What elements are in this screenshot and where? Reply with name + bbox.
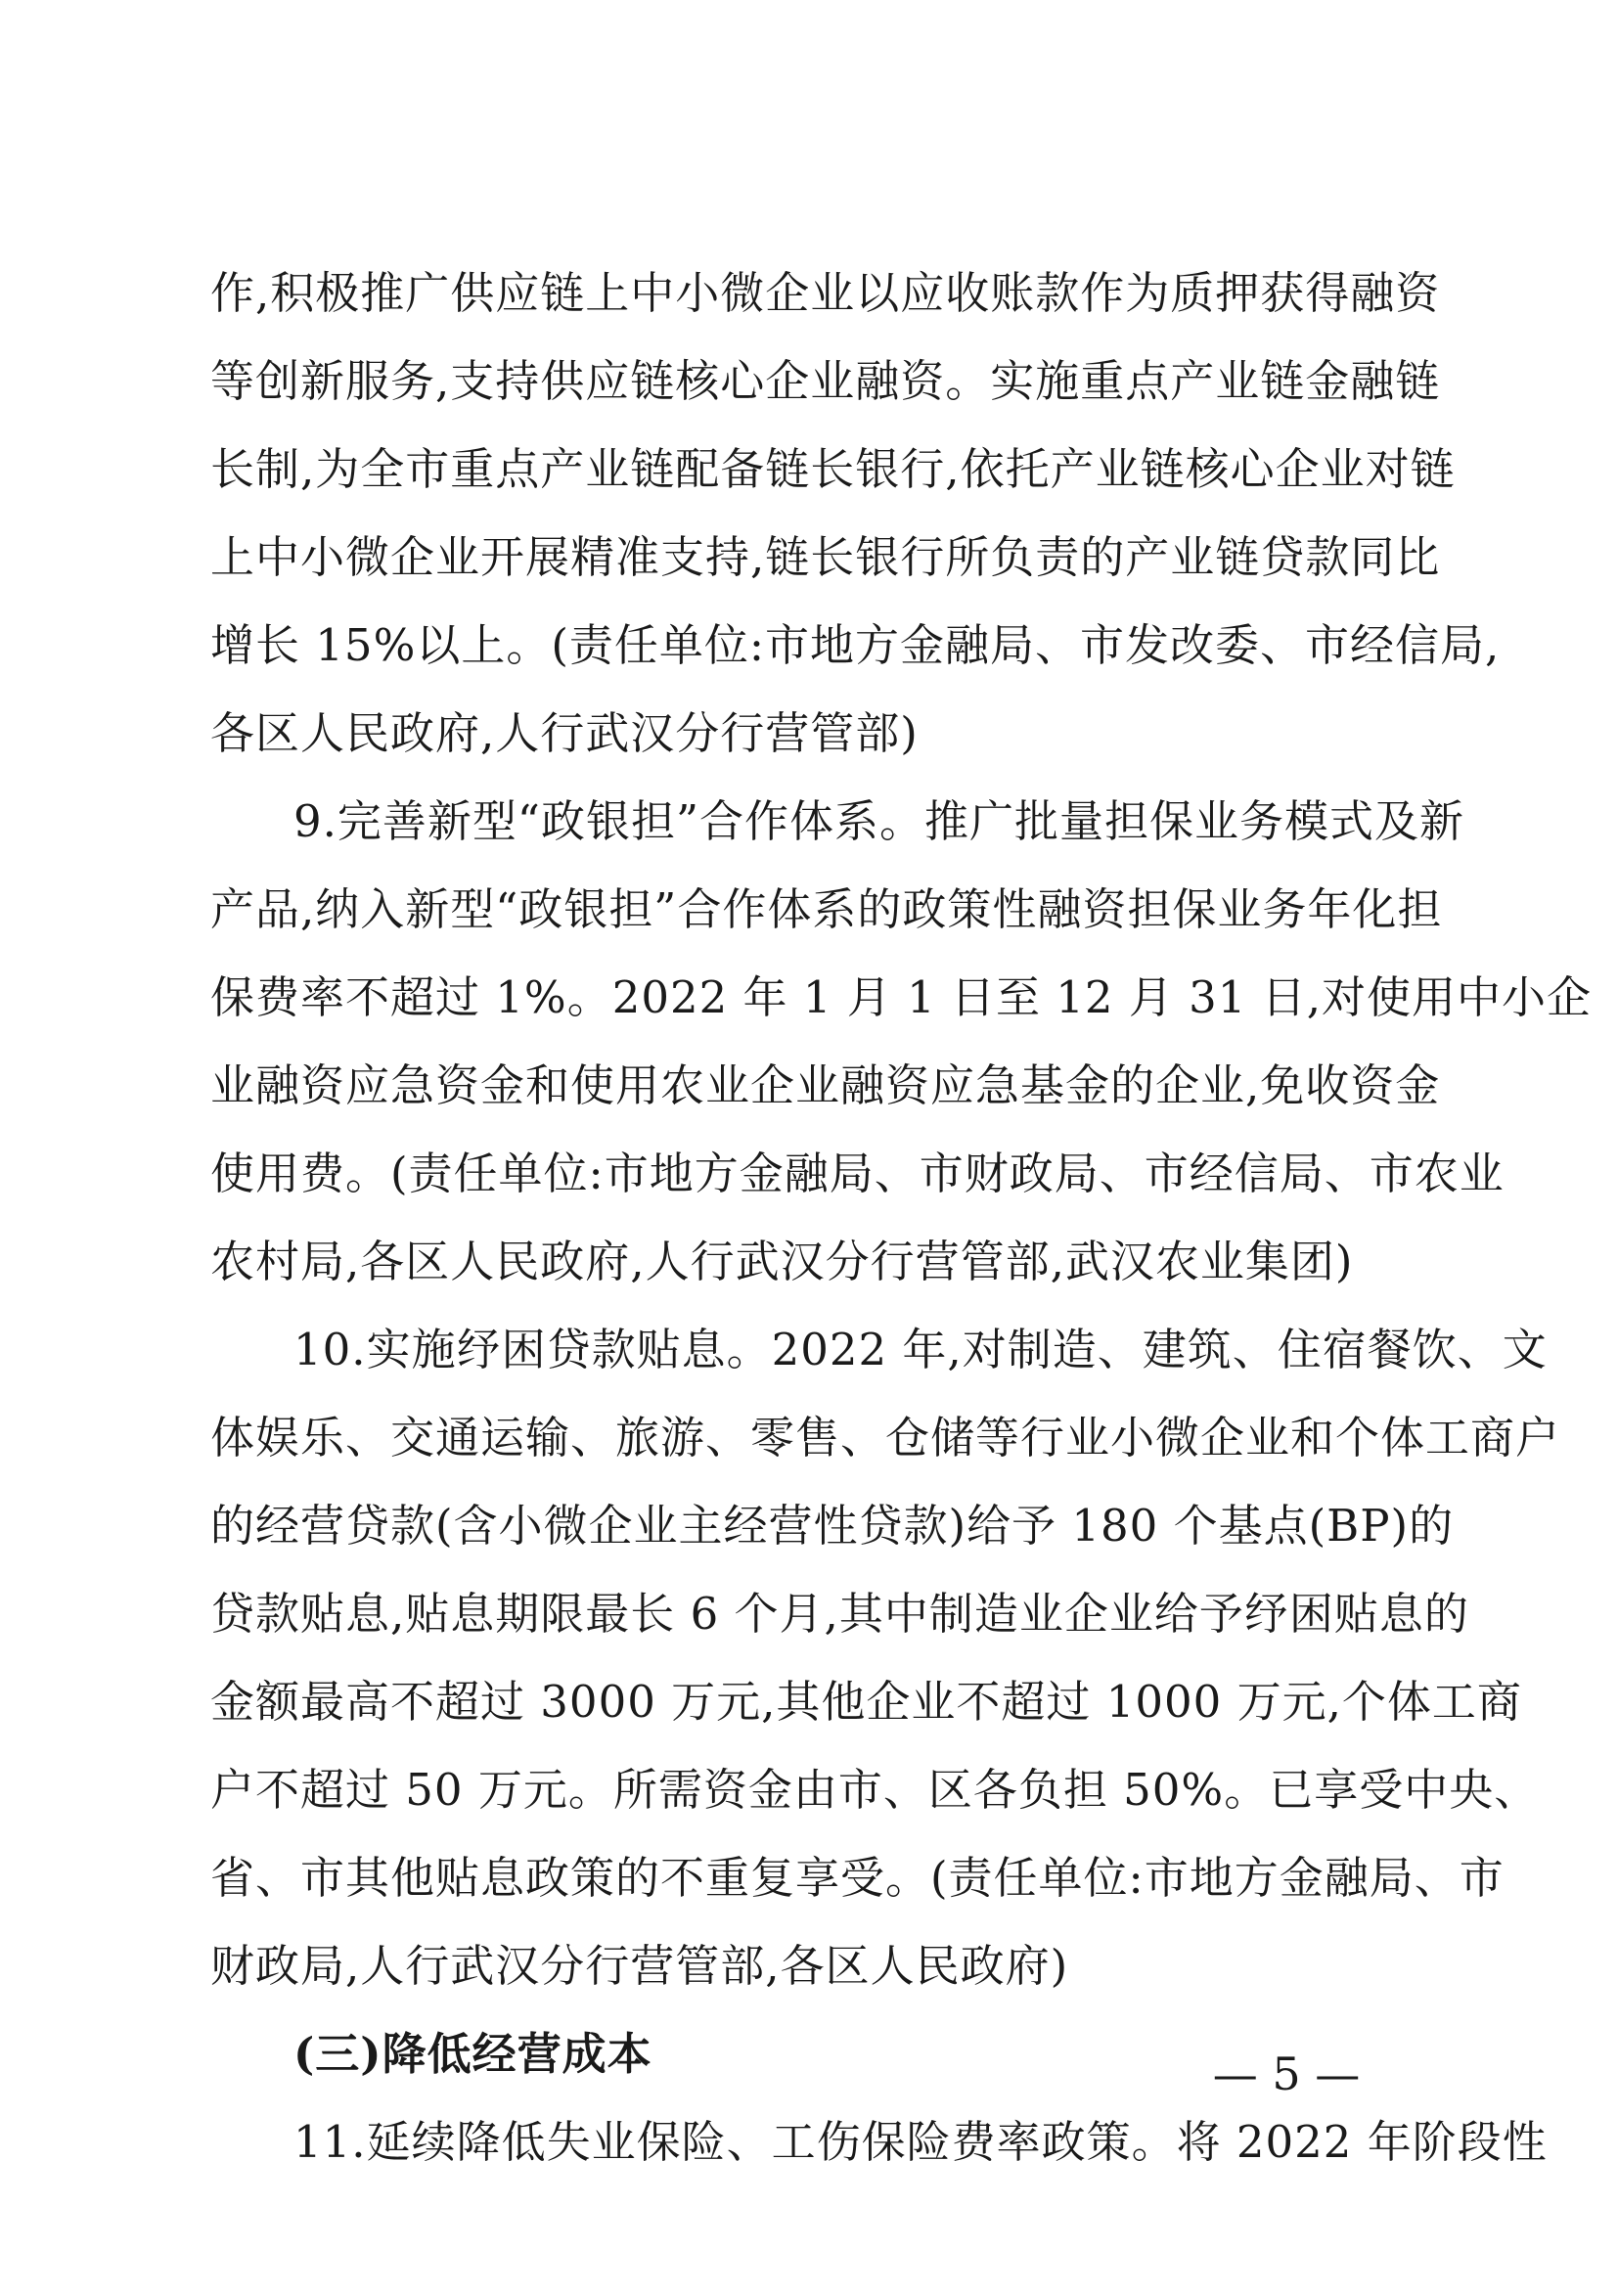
- text-line: 等创新服务,支持供应链核心企业融资。实施重点产业链金融链: [210, 355, 1441, 407]
- text-line: 财政局,人行武汉分行营管部,各区人民政府): [210, 1940, 1069, 1992]
- text-line: 省、市其他贴息政策的不重复享受。(责任单位:市地方金融局、市: [210, 1852, 1505, 1904]
- text-line: 贷款贴息,贴息期限最长 6 个月,其中制造业企业给予纾困贴息的: [210, 1588, 1469, 1640]
- text-line: 增长 15%以上。(责任单位:市地方金融局、市发改委、市经信局,: [210, 619, 1501, 671]
- item-9-heading-line: 9.完善新型“政银担”合作体系。推广批量担保业务模式及新: [293, 795, 1464, 847]
- section-heading: (三)降低经营成本: [293, 2028, 652, 2080]
- body-text: [210, 249, 1593, 2186]
- text-line: 业融资应急资金和使用农业企业融资应急基金的企业,免收资金: [210, 1059, 1441, 1111]
- text-line: 体娱乐、交通运输、旅游、零售、仓储等行业小微企业和个体工商户: [210, 1412, 1561, 1463]
- text-line: 金额最高不超过 3000 万元,其他企业不超过 1000 万元,个体工商: [210, 1676, 1522, 1728]
- text-line: 上中小微企业开展精准支持,链长银行所负责的产业链贷款同比: [210, 531, 1441, 583]
- text-line: 户不超过 50 万元。所需资金由市、区各负担 50%。已享受中央、: [210, 1764, 1540, 1816]
- text-line: 农村局,各区人民政府,人行武汉分行营管部,武汉农业集团): [210, 1236, 1354, 1287]
- text-line: 长制,为全市重点产业链配备链长银行,依托产业链核心企业对链: [210, 443, 1456, 495]
- item-11-heading-line: 11.延续降低失业保险、工伤保险费率政策。将 2022 年阶段性: [293, 2116, 1548, 2168]
- text-line: 的经营贷款(含小微企业主经营性贷款)给予 180 个基点(BP)的: [210, 1500, 1455, 1552]
- item-10-heading-line: 10.实施纾困贷款贴息。2022 年,对制造、建筑、住宿餐饮、文: [293, 1324, 1548, 1375]
- text-line: 产品,纳入新型“政银担”合作体系的政策性融资担保业务年化担: [210, 883, 1443, 935]
- text-line: 保费率不超过 1%。2022 年 1 月 1 日至 12 月 31 日,对使用中小企: [210, 971, 1593, 1023]
- text-line: 作,积极推广供应链上中小微企业以应收账款作为质押获得融资: [210, 267, 1441, 319]
- text-line: 各区人民政府,人行武汉分行营管部): [210, 707, 919, 759]
- page-number: — 5 —: [1212, 2048, 1361, 2100]
- text-line: 使用费。(责任单位:市地方金融局、市财政局、市经信局、市农业: [210, 1148, 1505, 1199]
